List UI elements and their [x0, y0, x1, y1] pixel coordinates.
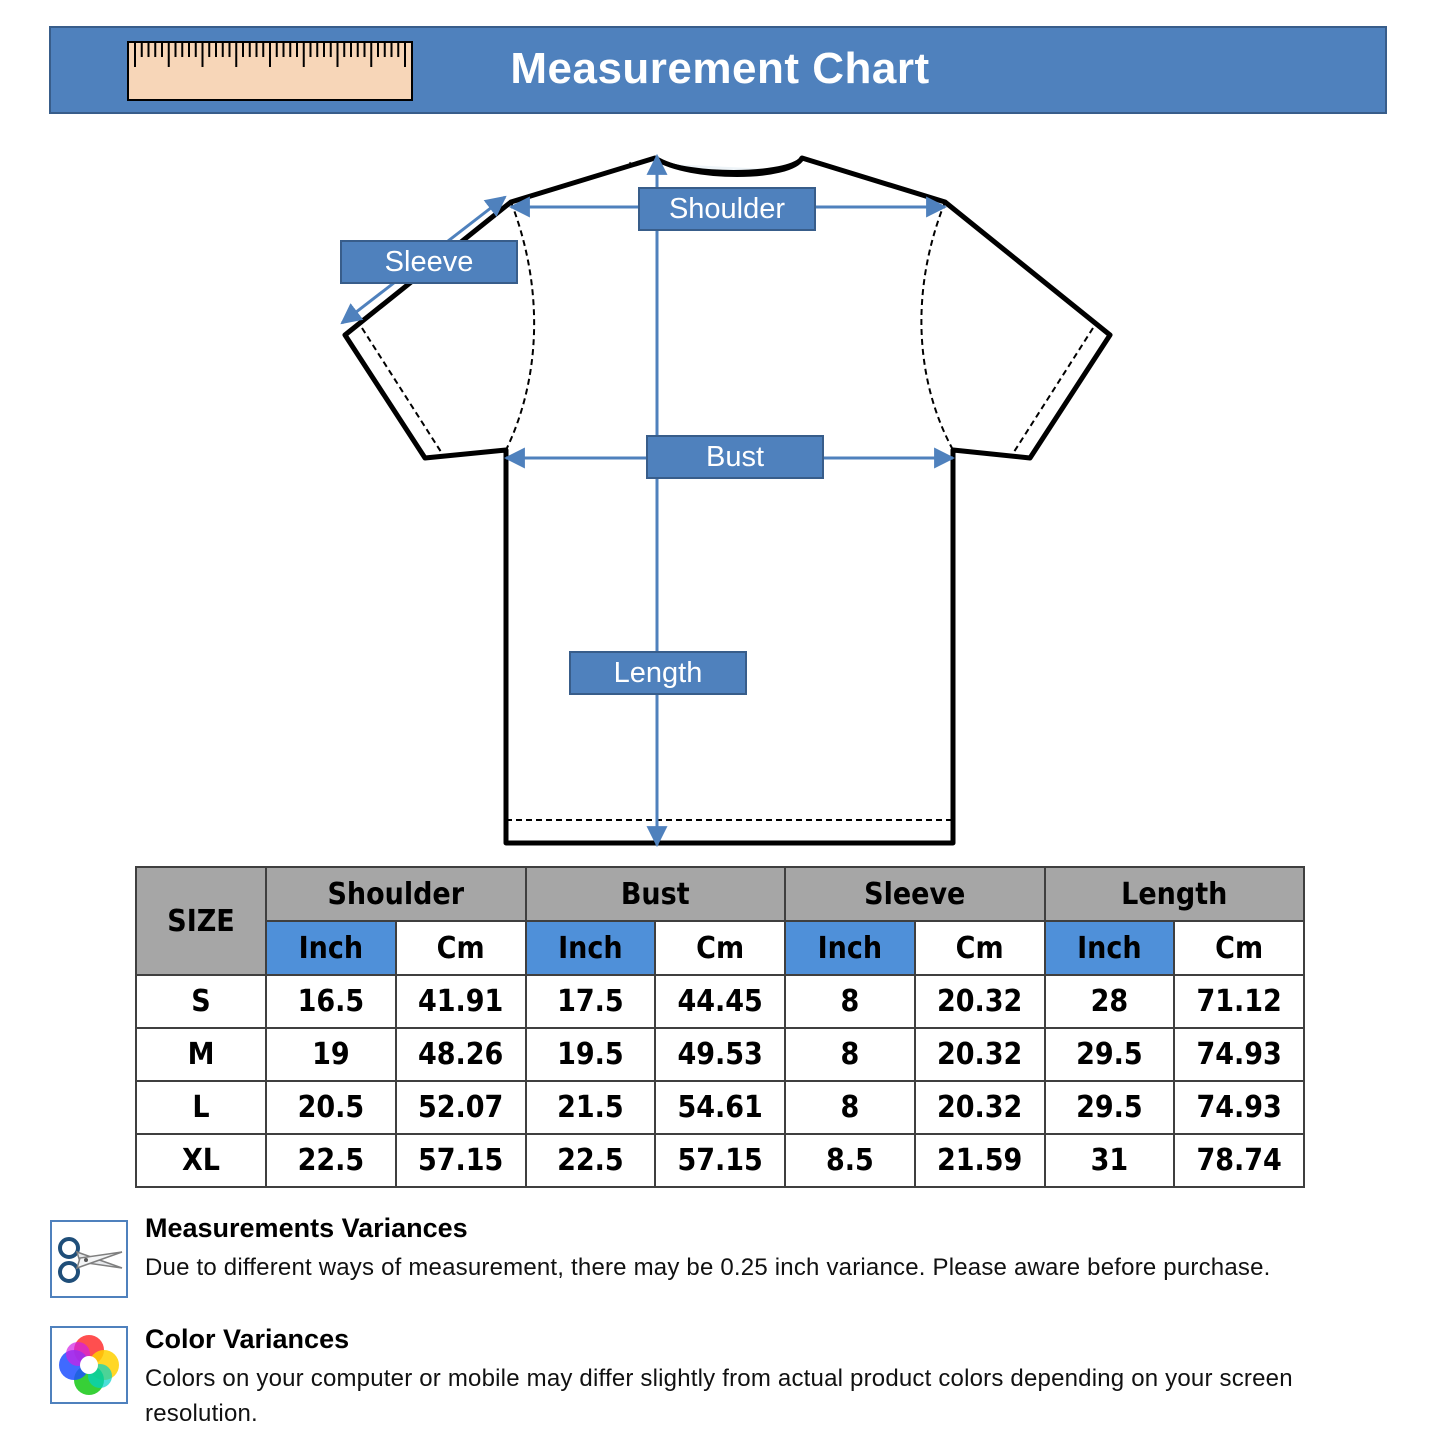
table-row: [136, 1134, 1304, 1187]
unit-header-inch: Inch: [1045, 921, 1175, 975]
value-cell: 49.53: [655, 1028, 785, 1081]
value-cell: 22.5: [526, 1134, 656, 1187]
size-cell: S: [136, 975, 266, 1028]
shoulder-label: Shoulder: [638, 187, 816, 231]
page-title: Measurement Chart: [510, 44, 930, 93]
value-cell: 29.5: [1045, 1081, 1175, 1134]
unit-header-cm: Cm: [1174, 921, 1304, 975]
unit-header-inch: Inch: [526, 921, 656, 975]
value-cell: 57.15: [655, 1134, 785, 1187]
value-cell: 57.15: [396, 1134, 526, 1187]
sleeve-label: Sleeve: [340, 240, 518, 284]
table-row: [136, 1081, 1304, 1134]
value-cell: 52.07: [396, 1081, 526, 1134]
value-cell: 78.74: [1174, 1134, 1304, 1187]
value-cell: 31: [1045, 1134, 1175, 1187]
measurement-variance-title: Measurements Variances: [145, 1213, 468, 1243]
value-cell: 19: [266, 1028, 396, 1081]
unit-header-inch: Inch: [266, 921, 396, 975]
bust-label: Bust: [646, 435, 824, 479]
value-cell: 22.5: [266, 1134, 396, 1187]
unit-header-cm: Cm: [915, 921, 1045, 975]
value-cell: 41.91: [396, 975, 526, 1028]
value-cell: 21.59: [915, 1134, 1045, 1187]
value-cell: 74.93: [1174, 1028, 1304, 1081]
unit-header-cm: Cm: [396, 921, 526, 975]
scissors-icon: [50, 1220, 128, 1298]
size-column-header: SIZE: [136, 867, 266, 975]
value-cell: 74.93: [1174, 1081, 1304, 1134]
color-variance-title: Color Variances: [145, 1324, 350, 1354]
value-cell: 44.45: [655, 975, 785, 1028]
size-cell: L: [136, 1081, 266, 1134]
table-row: [136, 975, 1304, 1028]
value-cell: 54.61: [655, 1081, 785, 1134]
value-cell: 8.5: [785, 1134, 915, 1187]
size-cell: M: [136, 1028, 266, 1081]
value-cell: 20.32: [915, 975, 1045, 1028]
value-cell: 48.26: [396, 1028, 526, 1081]
value-cell: 8: [785, 1081, 915, 1134]
value-cell: 20.5: [266, 1081, 396, 1134]
value-cell: 20.32: [915, 1028, 1045, 1081]
group-header-bust: Bust: [526, 867, 786, 921]
unit-header-cm: Cm: [655, 921, 785, 975]
length-label: Length: [569, 651, 747, 695]
unit-header-inch: Inch: [785, 921, 915, 975]
value-cell: 19.5: [526, 1028, 656, 1081]
color-wheel-icon: [50, 1326, 128, 1404]
table-row: [136, 1028, 1304, 1081]
group-header-length: Length: [1045, 867, 1305, 921]
group-header-shoulder: Shoulder: [266, 867, 526, 921]
value-cell: 16.5: [266, 975, 396, 1028]
size-table: [135, 866, 1305, 1188]
color-variance-text: Colors on your computer or mobile may differ slightly from actual product colors depending on your screen resolution.: [145, 1365, 1293, 1427]
size-cell: XL: [136, 1134, 266, 1187]
value-cell: 28: [1045, 975, 1175, 1028]
value-cell: 29.5: [1045, 1028, 1175, 1081]
value-cell: 8: [785, 1028, 915, 1081]
value-cell: 8: [785, 975, 915, 1028]
value-cell: 71.12: [1174, 975, 1304, 1028]
unit-header-row: [136, 921, 1304, 975]
group-header-row: [136, 867, 1304, 921]
value-cell: 17.5: [526, 975, 656, 1028]
measurement-variance-text: Due to different ways of measurement, there may be 0.25 inch variance. Please aware before purchase.: [145, 1254, 1271, 1281]
value-cell: 21.5: [526, 1081, 656, 1134]
value-cell: 20.32: [915, 1081, 1045, 1134]
group-header-sleeve: Sleeve: [785, 867, 1045, 921]
